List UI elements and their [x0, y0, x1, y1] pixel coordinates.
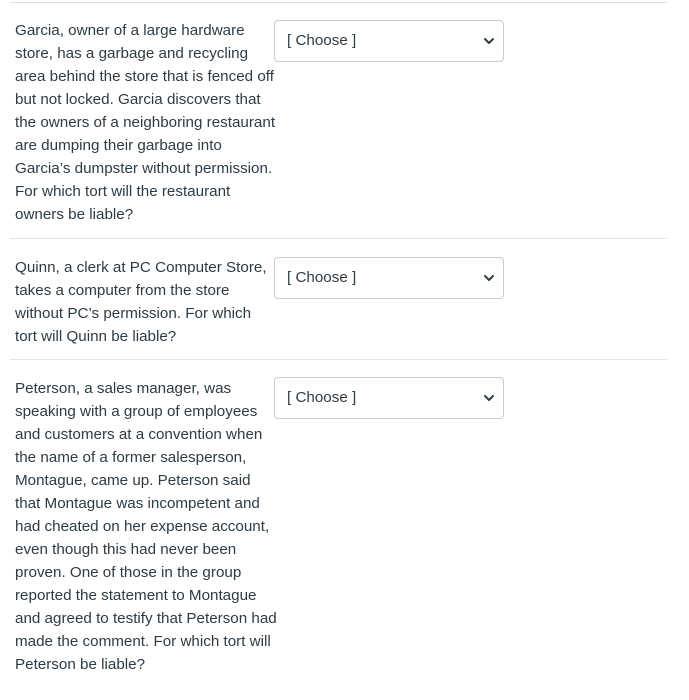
- question-text: Quinn, a clerk at PC Computer Store, takes a computer from the store without PC’s permission. For which tort will Quinn be liable?: [15, 259, 267, 345]
- dropdown-selected-value: [ Choose ]: [287, 269, 357, 286]
- chevron-down-icon: [483, 35, 495, 47]
- question-divider: [10, 359, 667, 360]
- dropdown-selected-value: [ Choose ]: [287, 32, 357, 49]
- answer-dropdown[interactable]: [274, 377, 504, 419]
- question-text: Garcia, owner of a large hardware store, has a garbage and recycling area behind the store that is fenced off but not locked. Garcia discovers that the owners of a neighboring restaurant are dumping their garbage into Garcia’s dumpster without permission. For which tort will the restaurant owners be liable?: [15, 22, 276, 223]
- dropdown-selected-value: [ Choose ]: [287, 389, 357, 406]
- chevron-down-icon: [483, 272, 495, 284]
- answer-dropdown[interactable]: [274, 257, 504, 299]
- chevron-down-icon: [483, 392, 495, 404]
- question-divider: [10, 238, 667, 239]
- top-divider: [10, 2, 667, 3]
- answer-dropdown[interactable]: [274, 20, 504, 62]
- question-text: Peterson, a sales manager, was speaking with a group of employees and customers at a convention when the name of a former salesperson, Montague, came up. Peterson said that Montague was incompetent and had cheated on her expense account, even though this had never been proven. One of those in the group reported the statement to Montague and agreed to testify that Peterson had made the comment. For which tort will Peterson be liable?: [15, 380, 277, 673]
